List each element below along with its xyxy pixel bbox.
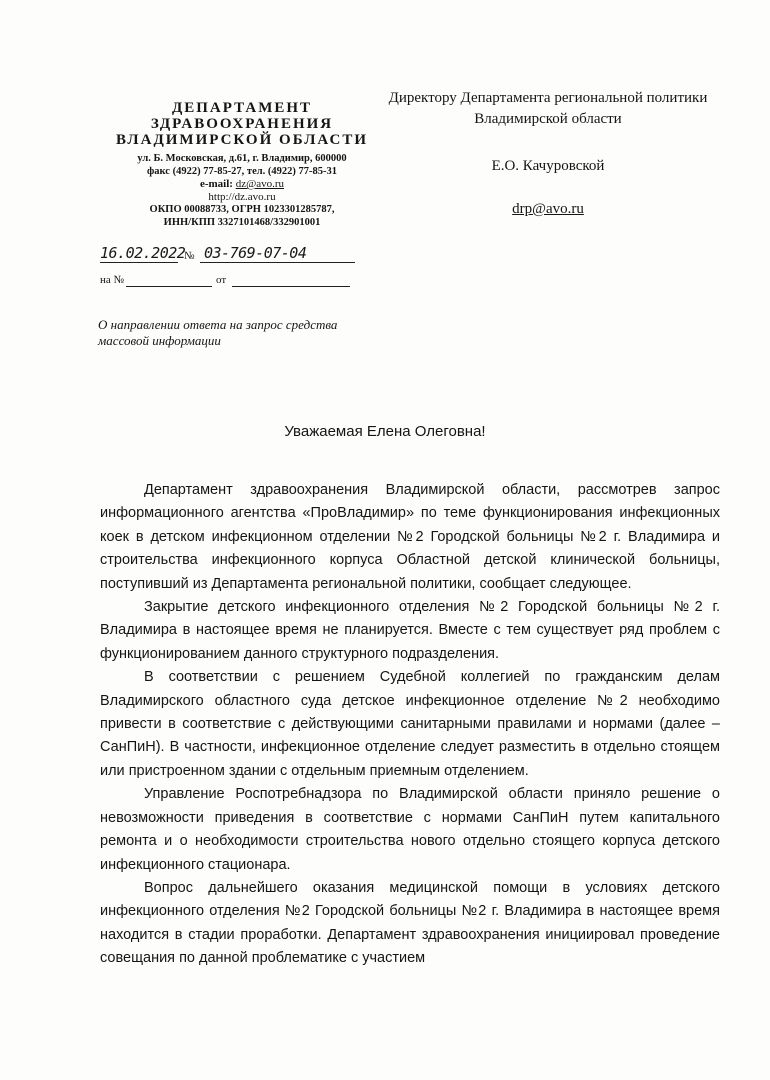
addressee-name: Е.О. Качуровской [491, 158, 605, 174]
number-underline [200, 262, 355, 263]
org-email-line [92, 178, 392, 191]
body-paragraph-2: Закрытие детского инфекционного отделения №2 Городской больницы №2 г. Владимира в настоящее время не планируется. Вместе с тем существует ряд проблем с функционированием данного структурного подразделения. [100, 599, 720, 662]
org-okpo: ОКПО 00088733, ОГРН 1023301285787, [149, 204, 335, 215]
reference-from-underline [232, 286, 350, 287]
date-underline [100, 262, 178, 263]
body-paragraph-1: Департамент здравоохранения Владимирской области, рассмотрев запрос информационного агентства «ПроВладимир» по теме функционирования инфекционных коек в детском инфекционном отделении №2 Городской больницы №2 г. Владимира и строительства инфекционного корпуса Областной детской клинической больницы, поступивший из Департамента региональной политики, сообщает следующее. [100, 482, 720, 592]
org-inn: ИНН/КПП 3327101468/332901001 [163, 216, 321, 228]
body-paragraph-3: В соответствии с решением Судебной коллегией по гражданским делам Владимирского областного суда детское инфекционное отделение №2 необходимо привести в соответствие с действующими санитарными правилами и нормами (далее – СанПиН). В частности, инфекционное отделение следует разместить в отдельно стоящем или пристроенном здании с отдельным приемным отделением. [100, 669, 720, 779]
org-phones: факс (4922) 77-85-27, тел. (4922) 77-85-31 [146, 165, 338, 177]
org-email-label: e-mail: [199, 178, 233, 190]
org-name-line3: ВЛАДИМИРСКОЙ ОБЛАСТИ [116, 132, 368, 148]
body-paragraph-5: Вопрос дальнейшего оказания медицинской помощи в условиях детского инфекционного отделения №2 Городской больницы №2 г. Владимира в настоящее время находится в стадии проработки. Департамент здравоохранения инициировал проведение совещания по данной проблематике с участием [100, 879, 720, 967]
letter-body [100, 479, 720, 971]
registration-date: 16.02.2022 [100, 244, 186, 262]
reference-label: на № [100, 274, 125, 286]
addressee-block [388, 88, 708, 220]
registration-number: 03-769-07-04 [204, 244, 307, 262]
reference-from-label: от [216, 274, 227, 286]
letter-subject: О направлении ответа на запрос средства массовой информации [98, 317, 338, 348]
org-email-link[interactable]: dz@avo.ru [235, 178, 285, 190]
reference-underline [126, 286, 212, 287]
registration-number-label: № [184, 250, 195, 262]
salutation: Уважаемая Елена Олеговна! [284, 423, 486, 440]
body-paragraph-4: Управление Роспотребнадзора по Владимирской области приняло решение о невозможности приведения в соответствие с нормами СанПиН путем капитального ремонта и о необходимости строительства нового отдельно стоящего корпуса детского инфекционного стационара. [100, 786, 720, 873]
org-website[interactable]: http://dz.avo.ru [208, 191, 276, 203]
addressee-email[interactable]: drp@avo.ru [512, 201, 584, 217]
org-name-line1: ДЕПАРТАМЕНТ [171, 100, 313, 116]
org-address: ул. Б. Московская, д.61, г. Владимир, 600000 [137, 153, 347, 164]
org-name-line2: ЗДРАВООХРАНЕНИЯ [150, 116, 334, 132]
addressee-title: Директору Департамента региональной политики Владимирской области [388, 90, 708, 127]
letterhead [92, 100, 392, 229]
registration-block [100, 244, 360, 286]
